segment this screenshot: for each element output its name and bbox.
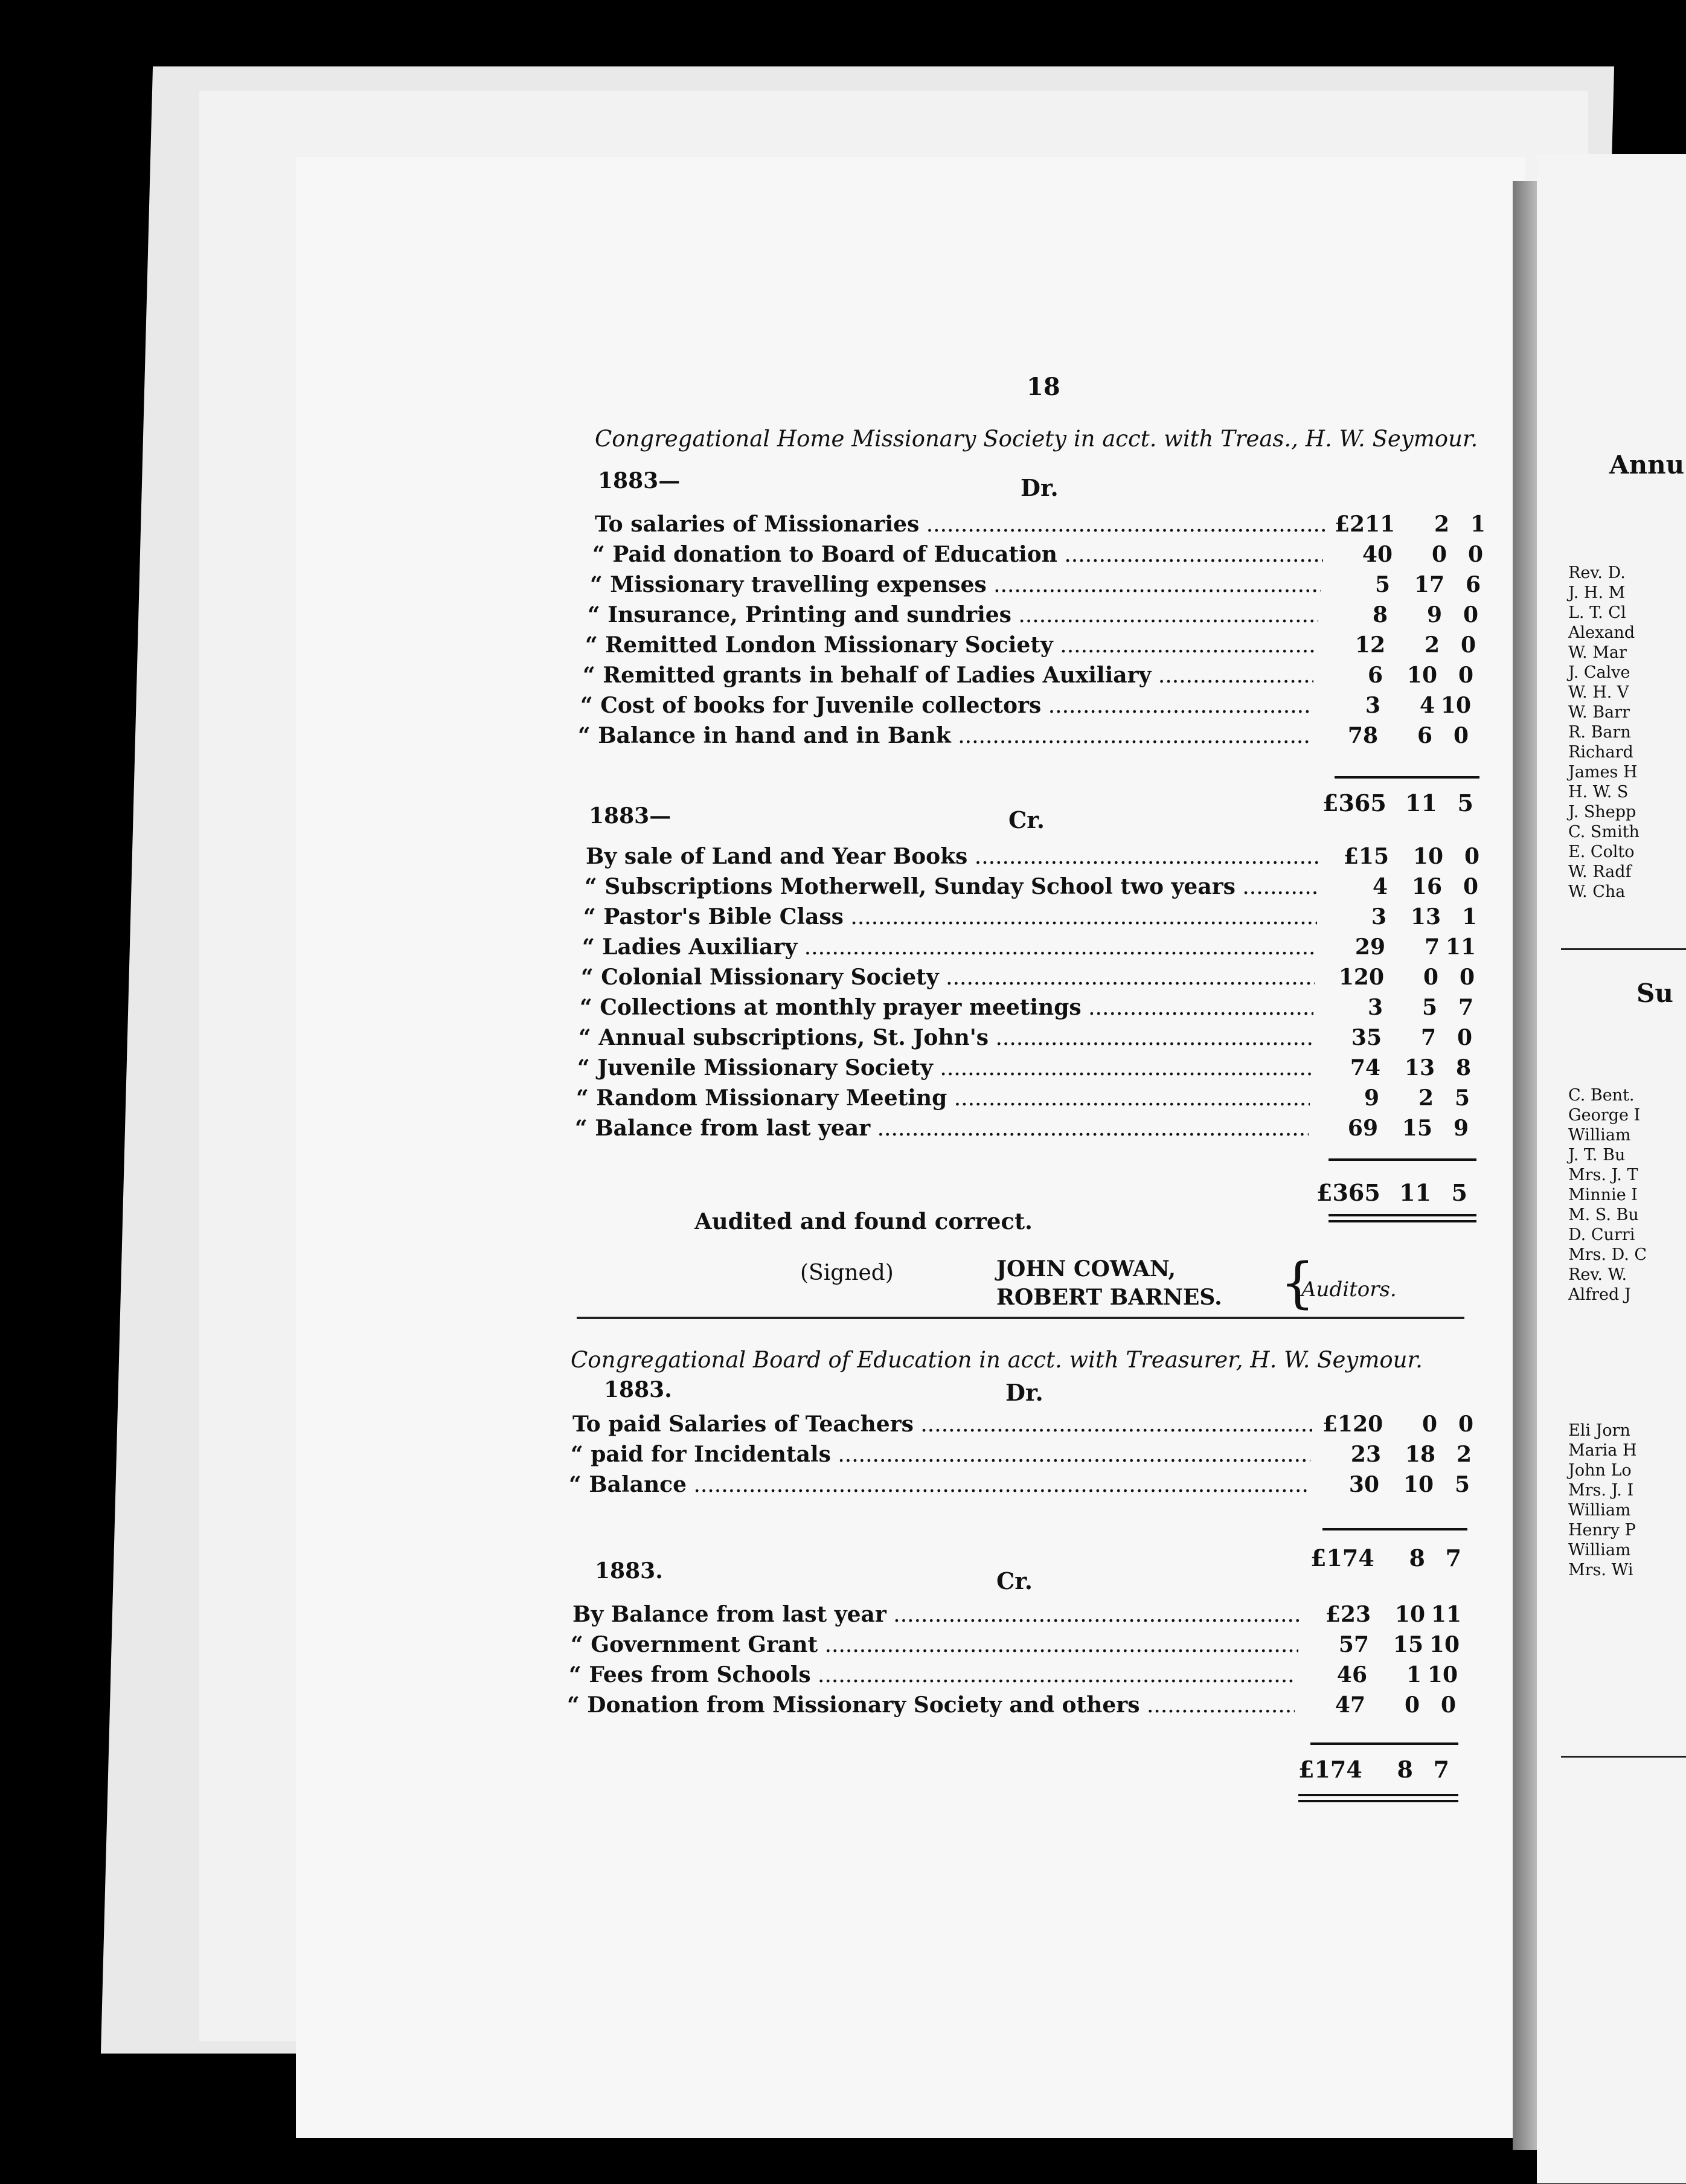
row-shillings: 0	[1431, 542, 1447, 567]
row-shillings: 10	[1412, 844, 1443, 869]
facing-list-item: C. Smith	[1568, 823, 1640, 841]
row-pounds: 6	[1367, 663, 1383, 688]
account-1-cr-heading: Cr.	[1008, 806, 1045, 833]
total-pounds: £365	[1322, 789, 1386, 817]
row-description: “ Colonial Missionary Society .....	[581, 963, 1315, 992]
row-shillings: 4	[1419, 693, 1435, 718]
account-1-double-rule-a	[1329, 1214, 1476, 1216]
row-pence: 0	[1453, 723, 1469, 748]
account-2-dr-heading: Dr.	[1005, 1379, 1043, 1406]
row-pence: 0	[1463, 602, 1478, 628]
ledger-row	[585, 631, 1488, 659]
row-description: “ Missionary travelling expenses .....	[590, 571, 1321, 599]
row-description: “ Balance .....	[569, 1471, 1309, 1499]
row-pounds: £120	[1322, 1412, 1383, 1437]
row-pounds: 69	[1347, 1116, 1378, 1141]
row-description: To paid Salaries of Teachers .....	[572, 1410, 1312, 1439]
ledger-row	[592, 541, 1495, 568]
facing-list-item: D. Curri	[1568, 1225, 1635, 1244]
account-2-cr-total	[1298, 1755, 1467, 1785]
row-description: By sale of Land and Year Books .....	[586, 843, 1319, 871]
row-pounds: 23	[1350, 1442, 1381, 1467]
facing-list-item: Henry P	[1568, 1521, 1636, 1540]
row-shillings: 2	[1418, 1085, 1434, 1111]
row-pounds: 12	[1354, 632, 1385, 658]
row-shillings: 7	[1424, 934, 1440, 960]
facing-list-item: C. Bent.	[1568, 1086, 1635, 1105]
row-shillings: 5	[1422, 995, 1437, 1020]
facing-list-item: Minnie I	[1568, 1186, 1638, 1204]
row-pence: 6	[1465, 572, 1481, 597]
ledger-row	[580, 994, 1486, 1021]
ledger-row	[583, 903, 1489, 931]
account-1-cr-year: 1883—	[589, 803, 672, 829]
facing-list-item: R. Barn	[1568, 723, 1631, 742]
row-pounds: 3	[1367, 995, 1383, 1020]
ledger-row	[575, 1114, 1481, 1142]
row-pence: 5	[1454, 1085, 1470, 1111]
account-2-double-rule-b	[1298, 1800, 1458, 1802]
row-pence: 5	[1454, 1472, 1470, 1497]
account-1-title: Congregational Home Missionary Society in acct. with Treas., H. W. Seymour.	[595, 426, 1478, 452]
row-shillings: 13	[1404, 1055, 1435, 1081]
row-pounds: 9	[1364, 1085, 1379, 1111]
ledger-row	[583, 661, 1486, 689]
total-pence: 7	[1445, 1544, 1461, 1572]
ledger-row	[581, 963, 1487, 991]
total-pence: 5	[1457, 789, 1473, 817]
row-description: “ Fees from Schools .....	[569, 1661, 1297, 1689]
facing-list-item: Mrs. D. C	[1568, 1245, 1647, 1264]
account-1-double-rule-b	[1329, 1220, 1476, 1222]
row-pence: 0	[1440, 1692, 1456, 1718]
total-shillings: 8	[1397, 1756, 1413, 1783]
facing-list-item: Eli Jorn	[1568, 1421, 1630, 1440]
facing-list-item: J. T. Bu	[1568, 1146, 1626, 1164]
ledger-row	[576, 1084, 1482, 1112]
row-pounds: 57	[1338, 1632, 1369, 1657]
row-pence: 11	[1445, 934, 1476, 960]
facing-list-item: H. W. S	[1568, 783, 1629, 801]
account-2-double-rule-a	[1298, 1794, 1458, 1796]
row-pence: 0	[1458, 1412, 1473, 1437]
total-pounds: £174	[1298, 1756, 1362, 1783]
facing-heading-subscriptions: Su	[1636, 978, 1673, 1008]
row-description: “ Random Missionary Meeting .....	[576, 1084, 1310, 1113]
facing-list-item: W. Barr	[1568, 703, 1630, 722]
row-pounds: £211	[1335, 512, 1396, 537]
brace-glyph: {	[1280, 1251, 1315, 1315]
row-description: “ Donation from Missionary Society and others .....	[567, 1691, 1295, 1720]
row-pounds: 3	[1365, 693, 1380, 718]
account-1-dr-rule	[1335, 776, 1479, 779]
row-shillings: 10	[1403, 1472, 1434, 1497]
facing-list-item: William	[1568, 1541, 1631, 1559]
row-pounds: 74	[1350, 1055, 1380, 1081]
row-description: “ paid for Incidentals .....	[571, 1440, 1310, 1469]
facing-list-item: William	[1568, 1126, 1631, 1145]
facing-list-item: W. Radf	[1568, 862, 1632, 881]
account-2-cr-heading: Cr.	[996, 1567, 1033, 1595]
row-pounds: 4	[1372, 874, 1388, 899]
total-shillings: 11	[1399, 1179, 1431, 1206]
row-shillings: 9	[1426, 602, 1442, 628]
account-2-cr-rule	[1310, 1742, 1458, 1745]
row-shillings: 10	[1406, 663, 1437, 688]
auditors-label: Auditors.	[1301, 1277, 1397, 1302]
facing-list-item: Mrs. Wi	[1568, 1561, 1633, 1579]
ledger-row	[585, 873, 1490, 901]
row-pence: 7	[1458, 995, 1473, 1020]
row-pence: 2	[1456, 1442, 1472, 1467]
row-pounds: £15	[1343, 844, 1389, 869]
facing-list-item: M. S. Bu	[1568, 1206, 1639, 1224]
ledger-row	[572, 1601, 1473, 1628]
facing-list-item: Rev. W.	[1568, 1265, 1627, 1284]
row-description: “ Balance in hand and in Bank .....	[578, 722, 1309, 750]
row-description: “ Paid donation to Board of Education .....	[592, 541, 1323, 569]
ledger-row	[578, 722, 1481, 750]
facing-list-item: W. Mar	[1568, 643, 1627, 662]
total-pence: 5	[1451, 1179, 1467, 1206]
total-pence: 7	[1433, 1756, 1449, 1783]
account-1-dr-year: 1883—	[598, 468, 681, 493]
ledger-row	[571, 1440, 1484, 1468]
row-shillings: 1	[1406, 1662, 1422, 1688]
facing-heading-annual: Annu	[1609, 450, 1685, 480]
row-pence: 8	[1455, 1055, 1471, 1081]
row-shillings: 15	[1393, 1632, 1423, 1657]
facing-list-item: Rev. D.	[1568, 564, 1626, 582]
row-shillings: 15	[1402, 1116, 1432, 1141]
row-pence: 10	[1429, 1632, 1460, 1657]
row-pence: 9	[1453, 1116, 1469, 1141]
facing-list-item: J. Shepp	[1568, 803, 1636, 821]
row-shillings: 2	[1434, 512, 1449, 537]
row-pence: 0	[1467, 542, 1483, 567]
page-number: 18	[1027, 373, 1060, 401]
ledger-row	[571, 1631, 1472, 1659]
row-description: “ Subscriptions Motherwell, Sunday School two years .....	[585, 873, 1318, 901]
row-pounds: 5	[1374, 572, 1390, 597]
row-pence: 0	[1463, 874, 1478, 899]
row-pounds: 47	[1335, 1692, 1365, 1718]
row-shillings: 0	[1422, 1412, 1437, 1437]
row-shillings: 18	[1405, 1442, 1435, 1467]
row-pence: 0	[1459, 965, 1475, 990]
total-shillings: 8	[1409, 1544, 1425, 1572]
row-description: “ Remitted grants in behalf of Ladies Auxiliary .....	[583, 661, 1313, 690]
row-description: “ Balance from last year .....	[575, 1114, 1309, 1143]
facing-list-item: Maria H	[1568, 1441, 1637, 1460]
account-2-dr-year: 1883.	[604, 1377, 672, 1402]
account-1-dr-heading: Dr.	[1021, 474, 1059, 501]
facing-list-item: L. T. Cl	[1568, 603, 1626, 622]
account-2-dr-rule	[1322, 1528, 1467, 1530]
audit-statement: Audited and found correct.	[694, 1208, 1033, 1235]
row-pence: 10	[1427, 1662, 1458, 1688]
account-2-dr-total	[1310, 1543, 1479, 1573]
ledger-row	[579, 1024, 1484, 1052]
facing-list-item: Alfred J	[1568, 1285, 1631, 1304]
ledger-row	[590, 571, 1493, 599]
facing-list-item: James H	[1568, 763, 1638, 782]
facing-list-item: John Lo	[1568, 1461, 1632, 1480]
facing-list-item: Mrs. J. I	[1568, 1481, 1634, 1500]
facing-list-item: Richard	[1568, 743, 1633, 762]
auditor-john-cowan: JOHN COWAN,	[996, 1256, 1176, 1282]
row-shillings: 16	[1411, 874, 1442, 899]
row-description: “ Government Grant .....	[571, 1631, 1298, 1659]
facing-list-item: William	[1568, 1501, 1631, 1520]
facing-list-item: J. H. M	[1568, 583, 1626, 602]
row-pence: 11	[1431, 1602, 1461, 1627]
row-description: “ Cost of books for Juvenile collectors .....	[580, 692, 1311, 720]
facing-list-item: W. Cha	[1568, 882, 1626, 901]
row-pounds: £23	[1325, 1602, 1371, 1627]
account-1-dr-total	[1322, 788, 1492, 818]
facing-list-item: J. Calve	[1568, 663, 1630, 682]
auditor-robert-barnes: ROBERT BARNES.	[996, 1285, 1222, 1310]
ledger-row	[572, 1410, 1486, 1438]
row-description: By Balance from last year .....	[572, 1601, 1300, 1629]
row-pounds: 120	[1338, 965, 1384, 990]
account-2-title: Congregational Board of Education in acct. with Treasurer, H. W. Seymour.	[571, 1347, 1423, 1373]
row-shillings: 10	[1394, 1602, 1425, 1627]
row-description: “ Insurance, Printing and sundries .....	[588, 601, 1318, 629]
ledger-row	[569, 1471, 1482, 1498]
row-pounds: 78	[1347, 723, 1378, 748]
section-separator	[577, 1317, 1464, 1319]
row-shillings: 6	[1417, 723, 1432, 748]
total-pounds: £174	[1310, 1544, 1374, 1572]
row-shillings: 13	[1410, 904, 1441, 930]
signed-label: (Signed)	[800, 1261, 894, 1285]
facing-list-item: Mrs. J. T	[1568, 1166, 1638, 1184]
ledger-row	[580, 692, 1483, 719]
row-pounds: 40	[1362, 542, 1393, 567]
ledger-row	[567, 1691, 1468, 1719]
total-shillings: 11	[1405, 789, 1437, 817]
row-shillings: 17	[1414, 572, 1444, 597]
row-pence: 0	[1458, 663, 1473, 688]
row-pence: 10	[1440, 693, 1471, 718]
row-pence: 1	[1470, 512, 1486, 537]
row-shillings: 2	[1424, 632, 1440, 658]
row-shillings: 0	[1423, 965, 1438, 990]
facing-list-item: W. H. V	[1568, 683, 1629, 702]
row-shillings: 7	[1420, 1025, 1436, 1050]
row-pounds: 3	[1371, 904, 1386, 930]
row-description: “ Annual subscriptions, St. John's .....	[579, 1024, 1312, 1052]
total-pounds: £365	[1316, 1179, 1380, 1206]
row-description: “ Collections at monthly prayer meetings .....	[580, 994, 1313, 1022]
facing-list-item: George I	[1568, 1106, 1641, 1125]
row-pounds: 29	[1354, 934, 1385, 960]
row-shillings: 0	[1404, 1692, 1420, 1718]
ledger-row	[588, 601, 1490, 629]
ledger-row	[577, 1054, 1483, 1082]
ledger-row	[582, 933, 1488, 961]
row-pounds: 35	[1351, 1025, 1382, 1050]
row-pence: 0	[1460, 632, 1476, 658]
facing-list-item: Alexand	[1568, 623, 1635, 642]
row-pence: 0	[1464, 844, 1479, 869]
row-description: “ Juvenile Missionary Society .....	[577, 1054, 1311, 1082]
account-2-cr-year: 1883.	[595, 1558, 663, 1584]
ledger-row	[569, 1661, 1470, 1689]
row-pence: 1	[1461, 904, 1477, 930]
ledger-row	[595, 510, 1498, 538]
row-pounds: 30	[1348, 1472, 1379, 1497]
row-description: “ Remitted London Missionary Society .....	[585, 631, 1316, 660]
account-1-cr-total	[1316, 1178, 1486, 1208]
row-description: “ Ladies Auxiliary .....	[582, 933, 1316, 962]
row-description: “ Pastor's Bible Class .....	[583, 903, 1317, 931]
account-1-cr-rule	[1329, 1158, 1476, 1161]
ledger-row	[586, 843, 1492, 870]
row-pence: 0	[1457, 1025, 1472, 1050]
row-pounds: 8	[1372, 602, 1388, 628]
row-description: To salaries of Missionaries .....	[595, 510, 1325, 539]
facing-list-item: E. Colto	[1568, 843, 1635, 861]
row-pounds: 46	[1336, 1662, 1367, 1688]
